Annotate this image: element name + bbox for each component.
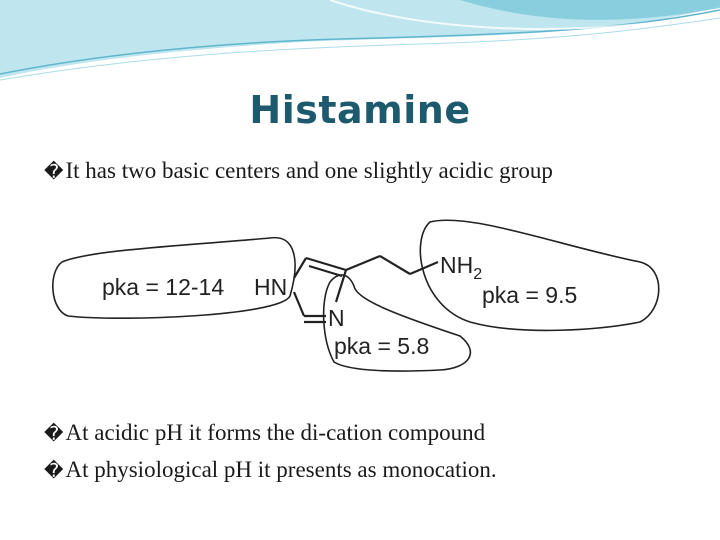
bullet-text: At physiological pH it presents as monocation. [65, 457, 497, 482]
bullet-icon: � [44, 423, 64, 445]
pka-bottom-label: pka = 5.8 [334, 333, 430, 359]
nh-text: NH [440, 252, 474, 278]
hn-label: HN [254, 274, 288, 300]
nh-subscript: 2 [473, 266, 483, 283]
molecule-bonds [294, 256, 438, 322]
slide-title: Histamine [249, 88, 471, 132]
nh2-label [440, 252, 482, 283]
bullet-icon: � [44, 460, 64, 482]
bullet-item [44, 457, 497, 483]
bullet-text: It has two basic centers and one slightly acidic group [65, 158, 553, 183]
pka-left-label: pka = 12-14 [102, 274, 225, 300]
bullet-icon: � [44, 161, 64, 183]
pka-right-label: pka = 9.5 [482, 282, 578, 308]
bullet-item [44, 420, 485, 446]
n-label: N [328, 305, 345, 331]
bullet-text: At acidic pH it forms the di-cation compound [65, 420, 486, 445]
